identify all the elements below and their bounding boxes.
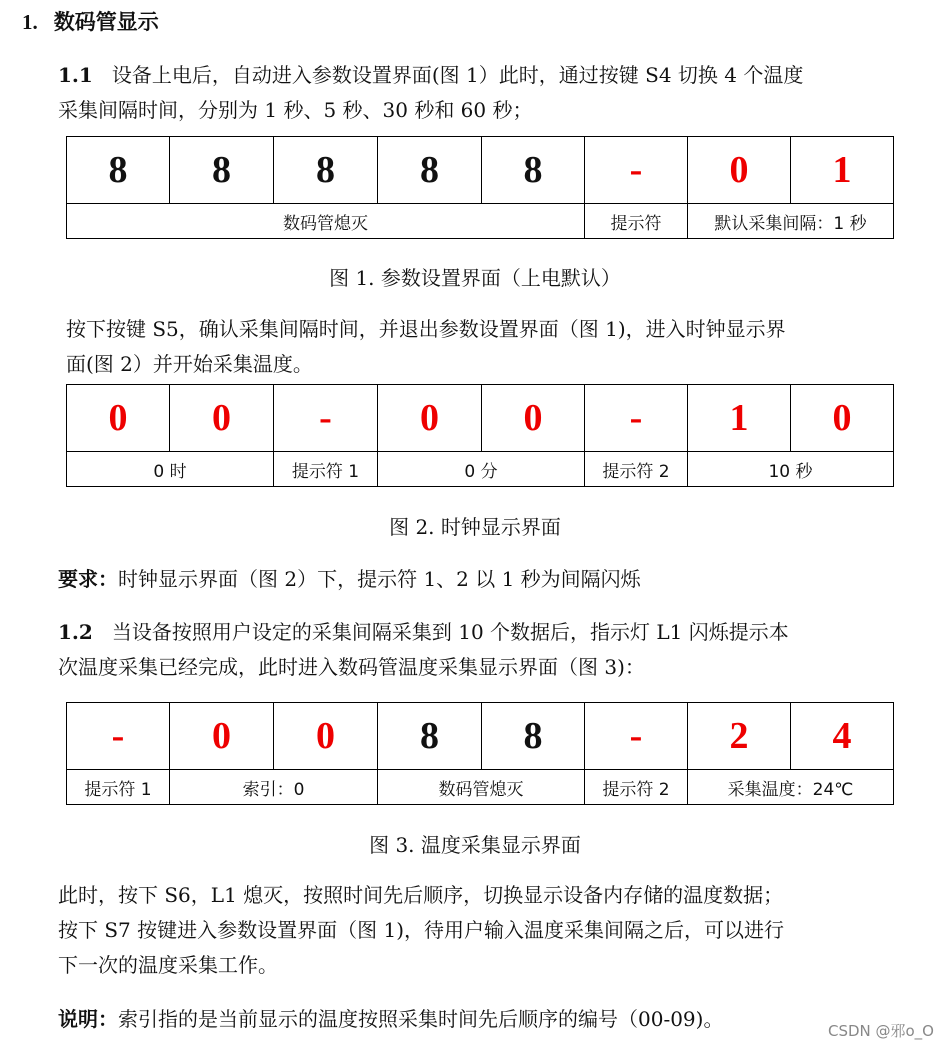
segment-digit: 0	[378, 385, 482, 452]
segment-label: 提示符 2	[585, 770, 688, 805]
paragraph-line: 设备上电后，自动进入参数设置界面(图 1）此时，通过按键 S4 切换 4 个温度	[111, 63, 804, 87]
segment-label: 数码管熄灭	[378, 770, 585, 805]
segment-label: 0 时	[67, 452, 274, 487]
paragraph-1-1	[58, 58, 803, 128]
segment-label: 提示符 2	[585, 452, 688, 487]
segment-digit: 2	[688, 703, 791, 770]
segment-digit: -	[585, 137, 688, 204]
requirement-text: 时钟显示界面（图 2）下，提示符 1、2 以 1 秒为间隔闪烁	[118, 567, 641, 591]
segment-digit: 0	[274, 703, 378, 770]
segment-digit: -	[585, 703, 688, 770]
figure-1-caption: 图 1. 参数设置界面（上电默认）	[329, 266, 621, 290]
section-number: 1.	[22, 10, 38, 34]
figure-1-segment-table	[66, 136, 894, 239]
figure-3-caption: 图 3. 温度采集显示界面	[369, 833, 581, 857]
paragraph-1-2	[58, 615, 789, 685]
paragraph-line: 采集间隔时间，分别为 1 秒、5 秒、30 秒和 60 秒；	[58, 98, 533, 122]
figure-2-caption: 图 2. 时钟显示界面	[389, 515, 561, 539]
paragraph-line: 按下按键 S5，确认采集间隔时间，并退出参数设置界面（图 1)，进入时钟显示界	[66, 317, 786, 341]
segment-label: 采集温度：24℃	[688, 770, 894, 805]
paragraph-line: 当设备按照用户设定的采集间隔采集到 10 个数据后，指示灯 L1 闪烁提示本	[111, 620, 789, 644]
segment-label: 提示符 1	[67, 770, 170, 805]
paragraph-line: 面(图 2）并开始采集温度。	[66, 352, 313, 376]
explanation-note	[58, 1002, 723, 1037]
figure-3-segment-table	[66, 702, 894, 805]
segment-digit: -	[67, 703, 170, 770]
segment-digit: 8	[482, 137, 585, 204]
segment-label: 0 分	[378, 452, 585, 487]
figure-2-segment-table	[66, 384, 894, 487]
segment-label: 10 秒	[688, 452, 894, 487]
section-title: 数码管显示	[53, 10, 159, 34]
paragraph-number: 1.2	[58, 620, 93, 644]
segment-digit: 8	[378, 137, 482, 204]
segment-digit: 8	[170, 137, 274, 204]
segment-digit: 0	[791, 385, 894, 452]
segment-label: 默认采集间隔：1 秒	[688, 204, 894, 239]
paragraph-line: 下一次的温度采集工作。	[58, 953, 278, 977]
segment-digit: 8	[378, 703, 482, 770]
requirement-label: 要求：	[58, 567, 118, 591]
note-label: 说明：	[58, 1007, 118, 1031]
segment-digit: 0	[688, 137, 791, 204]
segment-digit: 4	[791, 703, 894, 770]
paragraph-line: 此时，按下 S6，L1 熄灭，按照时间先后顺序，切换显示设备内存储的温度数据；	[58, 883, 784, 907]
watermark: CSDN @邪o_O	[827, 1022, 934, 1040]
note-text: 索引指的是当前显示的温度按照采集时间先后顺序的编号（00-09)。	[118, 1007, 724, 1031]
segment-digit: 0	[170, 385, 274, 452]
segment-digit: 0	[482, 385, 585, 452]
paragraph-number: 1.1	[58, 63, 93, 87]
paragraph-line: 按下 S7 按键进入参数设置界面（图 1)，待用户输入温度采集间隔之后，可以进行	[58, 918, 785, 942]
paragraph-1-2b	[58, 878, 784, 983]
segment-label: 提示符 1	[274, 452, 378, 487]
requirement-note	[58, 562, 641, 597]
segment-digit: 8	[67, 137, 170, 204]
segment-label: 提示符	[585, 204, 688, 239]
segment-digit: 1	[791, 137, 894, 204]
paragraph-1-1b	[66, 312, 786, 382]
segment-digit: 1	[688, 385, 791, 452]
segment-digit: -	[274, 385, 378, 452]
segment-digit: -	[585, 385, 688, 452]
segment-label: 索引：0	[170, 770, 378, 805]
segment-label: 数码管熄灭	[67, 204, 585, 239]
section-heading	[22, 6, 159, 36]
segment-digit: 8	[274, 137, 378, 204]
segment-digit: 0	[67, 385, 170, 452]
segment-digit: 0	[170, 703, 274, 770]
segment-digit: 8	[482, 703, 585, 770]
paragraph-line: 次温度采集已经完成，此时进入数码管温度采集显示界面（图 3)：	[58, 655, 645, 679]
